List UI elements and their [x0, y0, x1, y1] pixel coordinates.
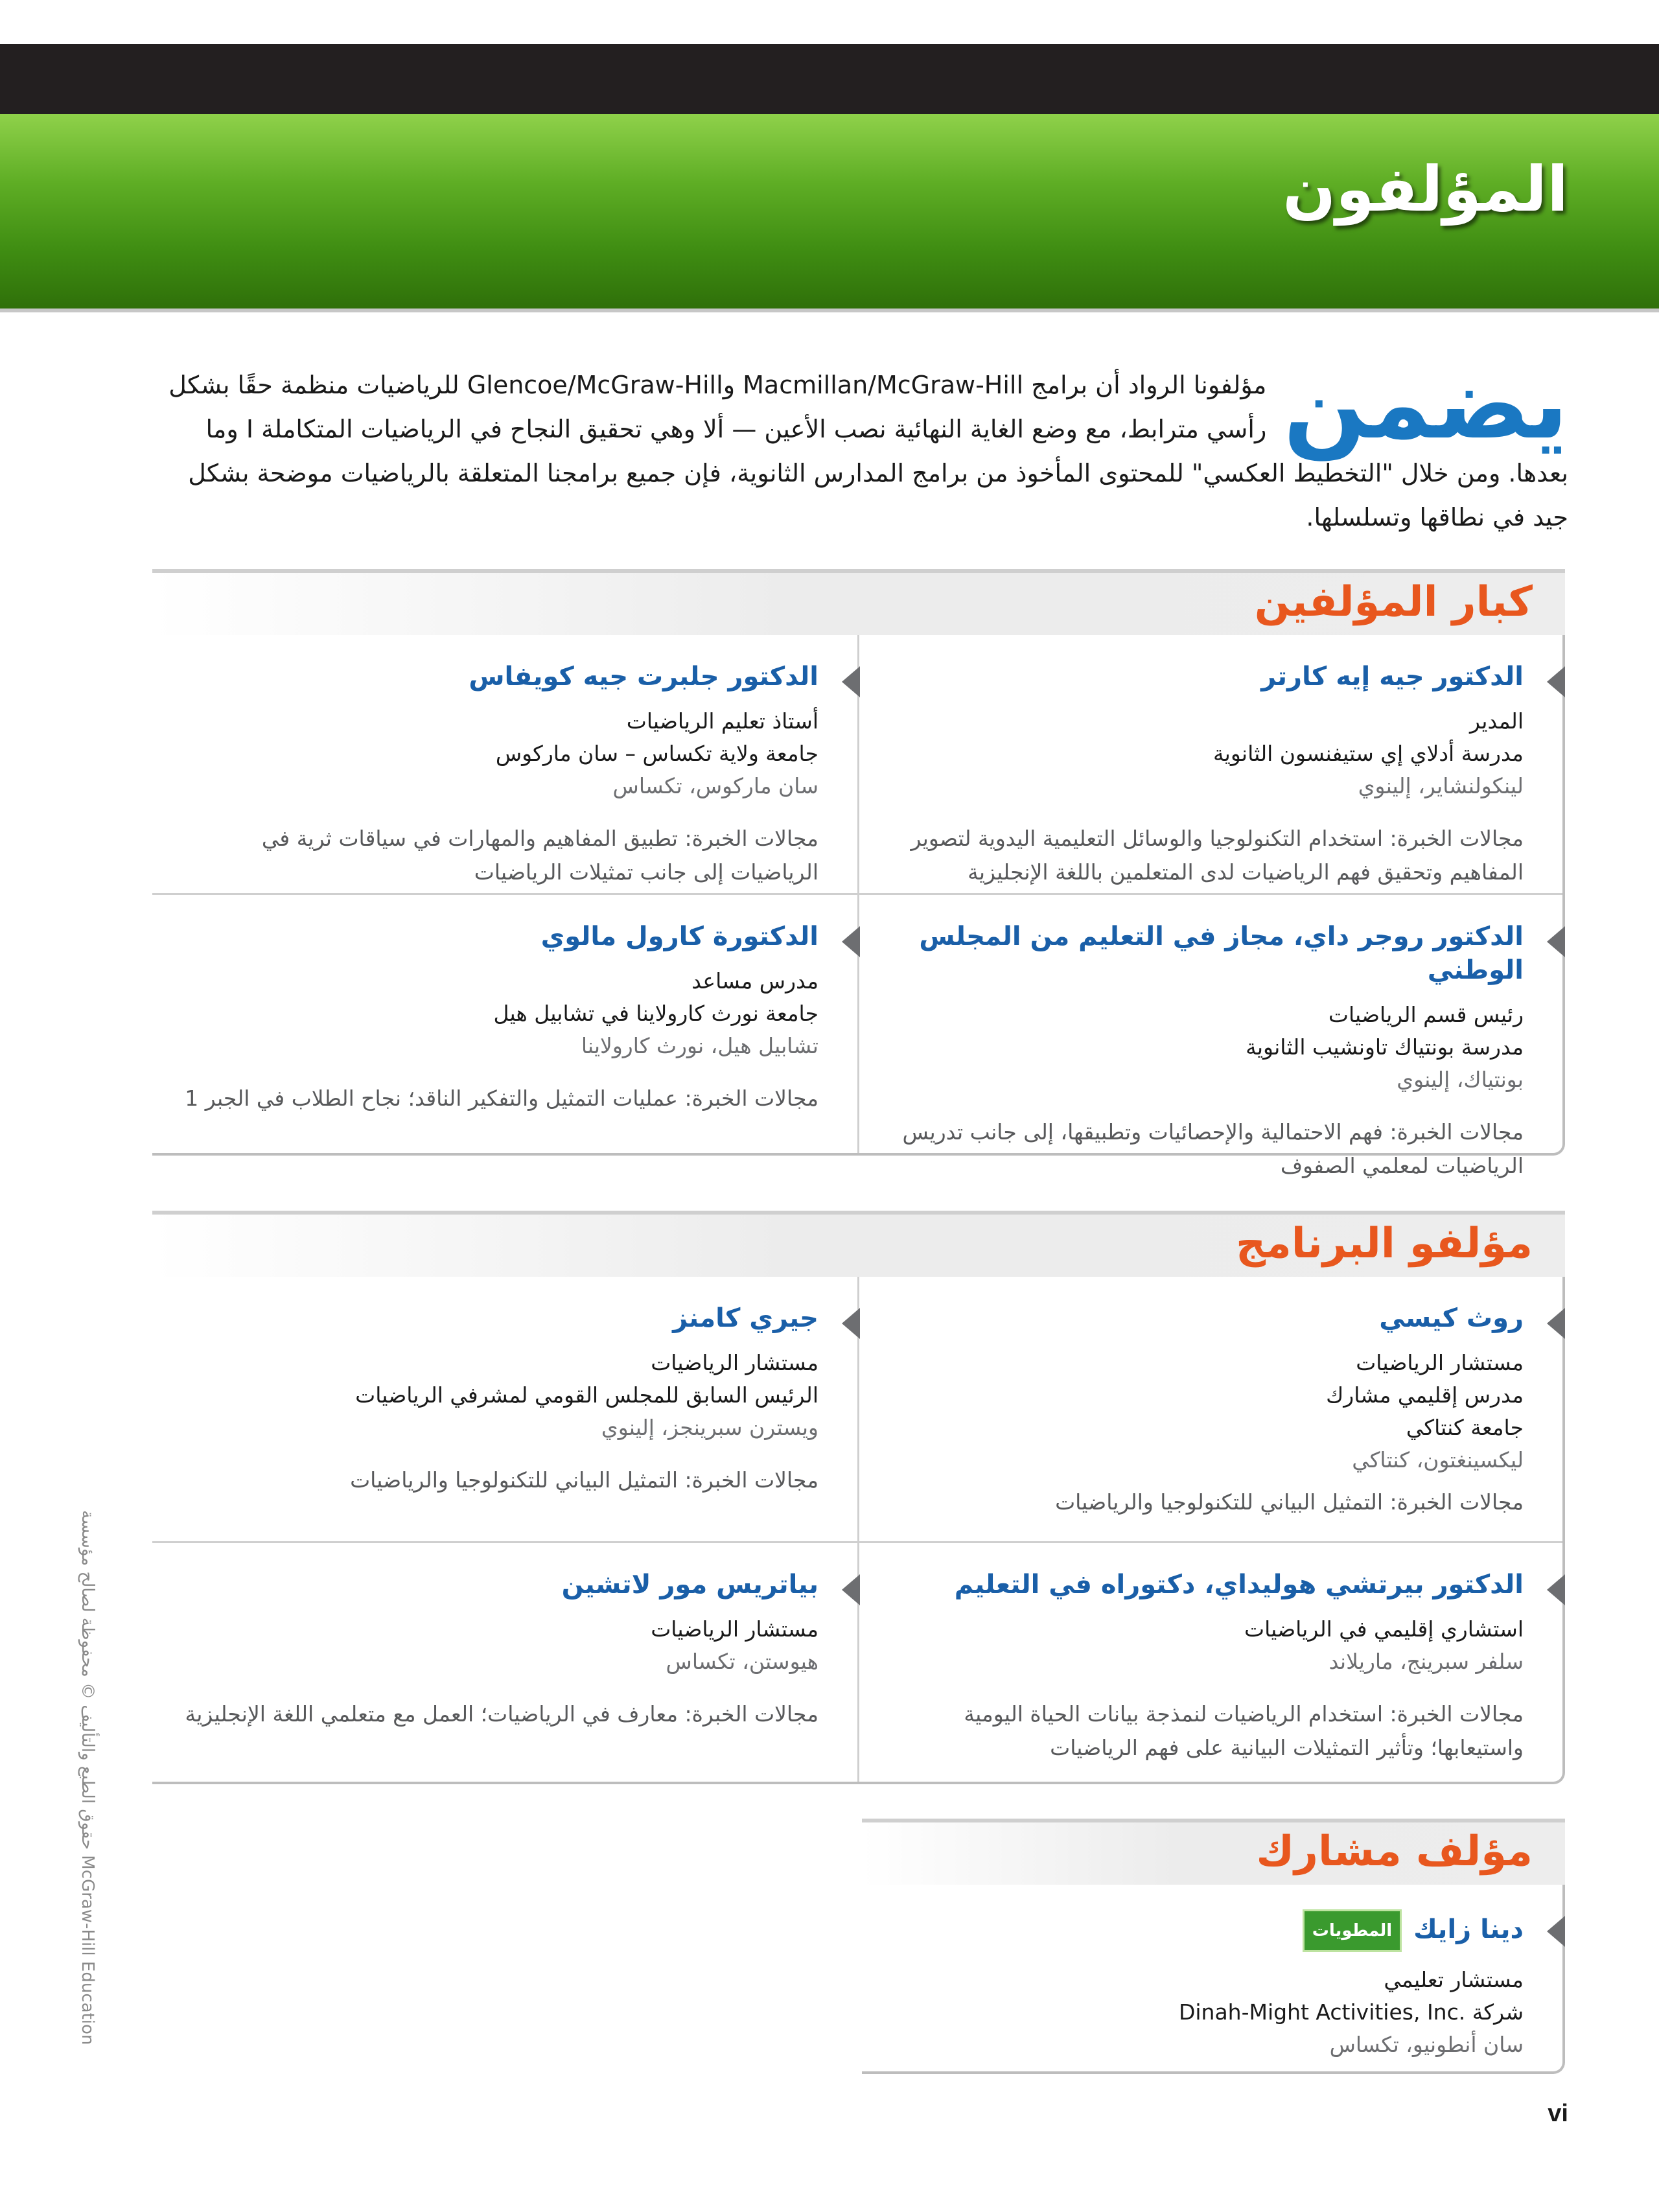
author-name: الدكتور جلبرت جيه كويفاس	[469, 662, 818, 692]
author-role: استشاري إقليمي في الرياضيات	[1244, 1616, 1524, 1642]
author-org: مدرسة أدلاي إي ستيفنسون الثانوية	[1212, 741, 1524, 766]
author-org: شركة .Dinah-Might Activities, Inc	[1178, 1999, 1524, 2025]
author-card	[857, 895, 1562, 1178]
senior-authors-title: كبار المؤلفين	[1254, 578, 1533, 626]
program-authors-section	[152, 1211, 1565, 1784]
program-authors-header	[152, 1211, 1565, 1277]
intro-text: مؤلفونا الرواد أن برامج Macmillan/McGraw-Hill وGlencoe/McGraw-Hill للرياضيات منظمة حقًا بشكل رأسي مترابط، مع وضع الغاية النهائية نصب الأعين — ألا وهي تحقيق النجاح في الرياضيات المتكاملة I وما بعدها. ومن خلال "التخطيط العكسي" للمحتوى المأخوذ من برامج المدارس الثانوية، فإن جميع برامجنا المتعلقة بالرياضيات موضحة بشكل جيد في نطاقها وتسلسلها.	[168, 371, 1568, 531]
author-expertise: مجالات الخبرة: عمليات التمثيل والتفكير الناقد؛ نجاح الطلاب في الجبر 1	[185, 1086, 818, 1111]
author-name	[888, 1909, 1524, 1952]
author-role: مستشار تعليمي	[1384, 1967, 1524, 1992]
contributing-author-section	[862, 1819, 1565, 2074]
author-place: هيوستن، تكساس	[666, 1649, 818, 1674]
author-card	[152, 635, 857, 895]
author-name: روث كيسي	[1379, 1303, 1524, 1333]
author-name: الدكتور روجر داي، مجاز في التعليم من المجلس الوطني	[919, 922, 1524, 985]
author-role: مستشار الرياضيات	[1356, 1350, 1524, 1375]
author-org: مدرسة بونتياك تاونشيب الثانوية	[1246, 1034, 1524, 1060]
page-number: vi	[1548, 2100, 1568, 2127]
author-card	[152, 1543, 857, 1782]
author-place: سلفر سبرينج، ماريلاند	[1328, 1649, 1524, 1674]
author-role: مدرس مساعد	[691, 968, 818, 994]
senior-authors-header	[152, 569, 1565, 635]
author-name: جيري كامنز	[673, 1303, 818, 1333]
author-expertise: مجالات الخبرة: معارف في الرياضيات؛ العمل مع متعلمي اللغة الإنجليزية	[185, 1701, 818, 1727]
author-role: رئيس قسم الرياضيات	[1328, 1002, 1524, 1027]
author-name: بياتريس مور لاتشين	[561, 1570, 818, 1600]
copyright-side-credit: حقوق الطبع والتأليف © محفوظة لصالح مؤسسة McGraw-Hill Education	[78, 1510, 97, 2045]
author-role: مستشار الرياضيات	[651, 1616, 818, 1642]
contributing-author-header	[862, 1819, 1565, 1885]
author-place: تشابيل هيل، نورث كارولاينا	[581, 1033, 818, 1058]
author-place: سان ماركوس، تكساس	[612, 773, 818, 798]
author-name-text: دينا زايك	[1413, 1915, 1524, 1944]
intro-paragraph	[149, 348, 1568, 539]
author-org: جامعة ولاية تكساس – سان ماركوس	[495, 741, 818, 766]
author-expertise: مجالات الخبرة: التمثيل البياني للتكنولوجيا والرياضيات	[350, 1467, 818, 1493]
author-name: الدكتور جيه إيه كارتر	[1261, 662, 1524, 692]
author-place: لينكولنشاير، إلينوي	[1358, 773, 1524, 798]
author-card	[857, 1543, 1562, 1782]
intro-dropcap: يضمن	[1283, 348, 1568, 461]
author-place: ويسترن سبرينجز، إلينوي	[601, 1415, 818, 1440]
author-role: أستاذ تعليم الرياضيات	[626, 708, 818, 734]
author-expertise: مجالات الخبرة: استخدام التكنولوجيا والوسائل التعليمية اليدوية لتصوير المفاهيم وتحقيق فهم الرياضيات لدى المتعلمين باللغة الإنجليزية	[911, 826, 1524, 885]
author-name: الدكتورة كارول مالوي	[540, 922, 818, 951]
author-expertise: مجالات الخبرة: فهم الاحتمالية والإحصائيات وتطبيقها، إلى جانب تدريس الرياضيات لمعلمي الصفوف	[902, 1119, 1524, 1178]
author-card	[862, 1885, 1562, 2071]
author-expertise: مجالات الخبرة: استخدام الرياضيات لنمذجة بيانات الحياة اليومية واستيعابها؛ وتأثير التمثيلات البيانية على فهم الرياضيات	[964, 1701, 1524, 1760]
top-margin	[0, 0, 1659, 44]
author-org: الرئيس السابق للمجلس القومي لمشرفي الرياضيات	[355, 1382, 818, 1408]
program-authors-title: مؤلفو البرنامج	[1236, 1220, 1533, 1268]
senior-authors-body	[152, 635, 1565, 1178]
page-title: المؤلفون	[1282, 153, 1568, 226]
author-place: ليكسينغتون، كنتاكي	[1352, 1447, 1524, 1473]
author-org: جامعة نورث كارولاينا في تشابيل هيل	[493, 1001, 818, 1026]
author-expertise: مجالات الخبرة: التمثيل البياني للتكنولوجيا والرياضيات	[1055, 1489, 1524, 1515]
author-name: الدكتور بيرتشي هوليداي، دكتوراه في التعليم	[954, 1570, 1524, 1600]
author-role: المدير	[1469, 708, 1524, 734]
author-card	[857, 1277, 1562, 1543]
author-card	[152, 1277, 857, 1543]
author-org2: جامعة كنتاكي	[1406, 1415, 1524, 1440]
author-org: مدرس إقليمي مشارك	[1326, 1382, 1524, 1408]
author-card	[857, 635, 1562, 895]
author-card	[152, 895, 857, 1153]
author-place: سان أنطونيو، تكساس	[1329, 2032, 1524, 2057]
foldables-badge: المطويات	[1303, 1909, 1402, 1952]
contributing-author-title: مؤلف مشارك	[1256, 1828, 1533, 1876]
contributing-author-body	[862, 1885, 1565, 2074]
senior-authors-section	[152, 569, 1565, 1178]
author-role: مستشار الرياضيات	[651, 1350, 818, 1375]
author-expertise: مجالات الخبرة: تطبيق المفاهيم والمهارات في سياقات ثرية في الرياضيات إلى جانب تمثيلات الرياضيات	[261, 826, 818, 885]
program-authors-body	[152, 1277, 1565, 1784]
author-place: بونتياك، إلينوي	[1397, 1067, 1524, 1092]
header-black-band	[0, 44, 1659, 114]
